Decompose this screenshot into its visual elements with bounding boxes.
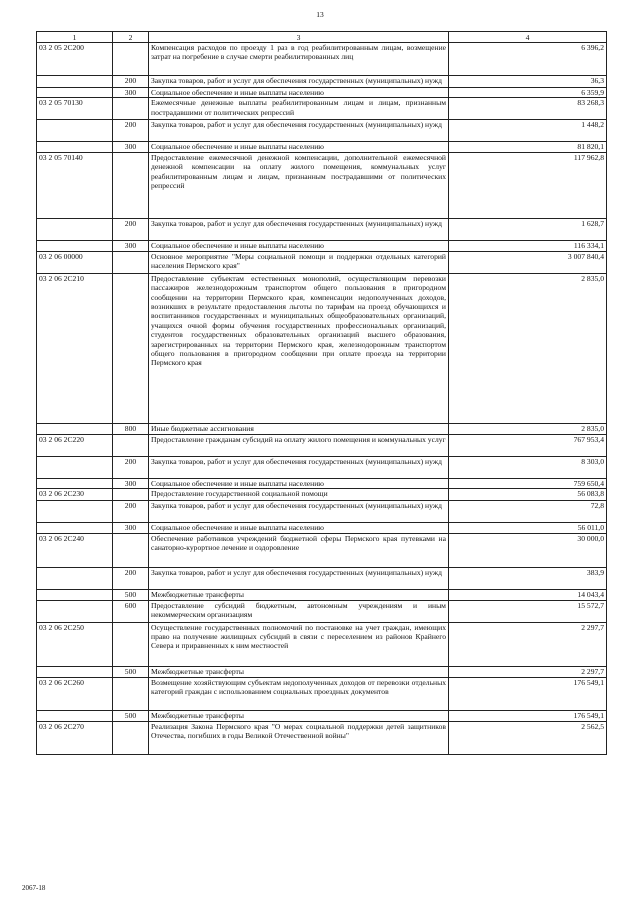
table-row [37, 489, 607, 501]
table-row [37, 478, 607, 488]
row-code: 03 2 06 00000 [37, 251, 113, 273]
row-amount: 2 562,5 [449, 721, 607, 754]
row-description: Ежемесячные денежные выплаты реабилитированным лицам и лицам, признанным пострадавшими от политических репрессий [149, 98, 449, 120]
table-row [37, 567, 607, 589]
row-expense-type: 800 [113, 423, 149, 434]
row-expense-type [113, 251, 149, 273]
table-row [37, 240, 607, 251]
header-row [37, 32, 607, 43]
table-row [37, 88, 607, 98]
column-header-2: 2 [113, 32, 149, 43]
row-description: Социальное обеспечение и иные выплаты населению [149, 478, 449, 488]
row-amount: 2 835,0 [449, 273, 607, 423]
table-row [37, 218, 607, 240]
row-code: 03 2 06 2С260 [37, 677, 113, 710]
row-code [37, 88, 113, 98]
row-description: Компенсация расходов по проезду 1 раз в год реабилитированным лицам, возмещение затрат на погребение в случае смерти реабилитированных лиц [149, 43, 449, 76]
row-amount: 767 953,4 [449, 434, 607, 456]
row-description: Иные бюджетные ассигнования [149, 423, 449, 434]
column-header-3: 3 [149, 32, 449, 43]
row-amount: 36,3 [449, 76, 607, 88]
row-amount: 30 000,0 [449, 533, 607, 567]
row-amount: 6 396,2 [449, 43, 607, 76]
column-header-4: 4 [449, 32, 607, 43]
row-expense-type: 200 [113, 218, 149, 240]
row-description: Предоставление государственной социальной помощи [149, 489, 449, 501]
row-description: Закупка товаров, работ и услуг для обеспечения государственных (муниципальных) нужд [149, 501, 449, 523]
row-amount: 14 043,4 [449, 589, 607, 600]
row-description: Социальное обеспечение и иные выплаты населению [149, 240, 449, 251]
row-description: Обеспечение работников учреждений бюджетной сферы Пермского края путевками на санаторно-курортное лечение и оздоровление [149, 533, 449, 567]
row-description: Предоставление ежемесячной денежной компенсации, дополнительной ежемесячной денежной компенсации на оплату жилого помещения, коммунальных услуг реабилитированным лицам и лицам, признанным пострадавшими от политических репрессий [149, 152, 449, 218]
row-amount: 117 962,8 [449, 152, 607, 218]
row-description: Межбюджетные трансферты [149, 589, 449, 600]
row-description: Социальное обеспечение и иные выплаты населению [149, 523, 449, 533]
row-code [37, 240, 113, 251]
row-expense-type [113, 721, 149, 754]
table-row [37, 501, 607, 523]
table-row [37, 456, 607, 478]
row-expense-type: 200 [113, 567, 149, 589]
row-amount: 383,9 [449, 567, 607, 589]
row-code [37, 142, 113, 152]
row-code [37, 523, 113, 533]
table-header [37, 32, 607, 43]
row-code [37, 501, 113, 523]
table-row [37, 98, 607, 120]
table-row [37, 721, 607, 754]
table-row [37, 523, 607, 533]
table-row [37, 273, 607, 423]
row-expense-type: 200 [113, 501, 149, 523]
row-amount: 8 303,0 [449, 456, 607, 478]
row-expense-type: 500 [113, 666, 149, 677]
row-expense-type [113, 533, 149, 567]
row-expense-type: 200 [113, 120, 149, 142]
row-description: Осуществление государственных полномочий по постановке на учет граждан, имеющих право на получение жилищных субсидий в связи с переселением из районов Крайнего Севера и приравненных к ним местностей [149, 622, 449, 666]
row-code [37, 567, 113, 589]
page-number: 13 [316, 10, 324, 19]
row-expense-type: 300 [113, 142, 149, 152]
row-description: Межбюджетные трансферты [149, 666, 449, 677]
row-description: Предоставление гражданам субсидий на оплату жилого помещения и коммунальных услуг [149, 434, 449, 456]
row-code [37, 456, 113, 478]
table-row [37, 120, 607, 142]
table-row [37, 666, 607, 677]
document-footer-code: 2067-18 [22, 884, 46, 892]
row-amount: 176 549,1 [449, 677, 607, 710]
table-row [37, 423, 607, 434]
row-amount: 2 835,0 [449, 423, 607, 434]
column-header-1: 1 [37, 32, 113, 43]
table-row [37, 600, 607, 622]
row-amount: 176 549,1 [449, 710, 607, 721]
row-expense-type: 600 [113, 600, 149, 622]
row-code [37, 710, 113, 721]
row-expense-type: 300 [113, 88, 149, 98]
row-expense-type [113, 489, 149, 501]
row-amount: 6 359,9 [449, 88, 607, 98]
row-code [37, 600, 113, 622]
row-amount: 72,8 [449, 501, 607, 523]
row-code: 03 2 06 2С240 [37, 533, 113, 567]
row-expense-type: 300 [113, 478, 149, 488]
row-amount: 2 297,7 [449, 622, 607, 666]
row-expense-type [113, 98, 149, 120]
row-amount: 56 083,8 [449, 489, 607, 501]
row-code: 03 2 06 2С270 [37, 721, 113, 754]
row-code [37, 423, 113, 434]
row-expense-type: 200 [113, 456, 149, 478]
table-row [37, 677, 607, 710]
row-description: Основное мероприятие "Меры социальной помощи и поддержки отдельных категорий населения Пермского края" [149, 251, 449, 273]
row-description: Социальное обеспечение и иные выплаты населению [149, 88, 449, 98]
row-code [37, 76, 113, 88]
table-row [37, 251, 607, 273]
row-code: 03 2 05 70130 [37, 98, 113, 120]
row-expense-type: 300 [113, 523, 149, 533]
row-expense-type [113, 677, 149, 710]
row-expense-type [113, 622, 149, 666]
row-code: 03 2 05 70140 [37, 152, 113, 218]
row-amount: 1 628,7 [449, 218, 607, 240]
table-row [37, 589, 607, 600]
row-amount: 759 650,4 [449, 478, 607, 488]
row-expense-type [113, 152, 149, 218]
row-description: Предоставление субсидий бюджетным, автономным учреждениям и иным некоммерческим организациям [149, 600, 449, 622]
row-code: 03 2 06 2С220 [37, 434, 113, 456]
row-description: Закупка товаров, работ и услуг для обеспечения государственных (муниципальных) нужд [149, 218, 449, 240]
row-code [37, 478, 113, 488]
row-amount: 56 011,0 [449, 523, 607, 533]
row-code: 03 2 06 2С250 [37, 622, 113, 666]
row-code: 03 2 05 2С200 [37, 43, 113, 76]
row-expense-type: 200 [113, 76, 149, 88]
row-description: Социальное обеспечение и иные выплаты населению [149, 142, 449, 152]
row-amount: 116 334,1 [449, 240, 607, 251]
row-code [37, 218, 113, 240]
row-amount: 1 448,2 [449, 120, 607, 142]
row-amount: 2 297,7 [449, 666, 607, 677]
row-description: Закупка товаров, работ и услуг для обеспечения государственных (муниципальных) нужд [149, 567, 449, 589]
row-code [37, 589, 113, 600]
table-row [37, 434, 607, 456]
budget-table [36, 31, 607, 755]
row-amount: 81 820,1 [449, 142, 607, 152]
table-body [37, 43, 607, 755]
row-expense-type: 300 [113, 240, 149, 251]
row-code [37, 666, 113, 677]
table-row [37, 152, 607, 218]
table-row [37, 710, 607, 721]
table-row [37, 622, 607, 666]
table-row [37, 43, 607, 76]
row-description: Возмещение хозяйствующим субъектам недополученных доходов от перевозки отдельных категорий граждан с использованием социальных проездных документов [149, 677, 449, 710]
row-description: Реализация Закона Пермского края "О мерах социальной поддержки детей защитников Отечества, погибших в годы Великой Отечественной войны" [149, 721, 449, 754]
row-description: Межбюджетные трансферты [149, 710, 449, 721]
table-row [37, 76, 607, 88]
row-expense-type: 500 [113, 710, 149, 721]
row-description: Закупка товаров, работ и услуг для обеспечения государственных (муниципальных) нужд [149, 456, 449, 478]
table-row [37, 533, 607, 567]
row-expense-type [113, 434, 149, 456]
row-description: Закупка товаров, работ и услуг для обеспечения государственных (муниципальных) нужд [149, 120, 449, 142]
table-row [37, 142, 607, 152]
row-code: 03 2 06 2С210 [37, 273, 113, 423]
row-amount: 3 007 840,4 [449, 251, 607, 273]
row-description: Предоставление субъектам естественных монополий, осуществляющим перевозки пассажиров железнодорожным транспортом общего пользования в пригородном сообщении на территории Пермского края, компенсации недополученных доходов, возникших в результате предоставления льготы по тарифам на проезд обучающихся и воспитанников государственных и муниципальных общеобразовательных организаций, учащихся очной формы обучения государственных профессиональных организаций, студентов государственных образовательных организаций высшего образования, зарегистрированных на территории Пермского края, железнодорожным транспортом общего пользования в пригородном сообщении при оплате проезда на территории Пермского края [149, 273, 449, 423]
row-expense-type [113, 43, 149, 76]
row-amount: 83 268,3 [449, 98, 607, 120]
row-description: Закупка товаров, работ и услуг для обеспечения государственных (муниципальных) нужд [149, 76, 449, 88]
row-amount: 15 572,7 [449, 600, 607, 622]
row-expense-type: 500 [113, 589, 149, 600]
row-expense-type [113, 273, 149, 423]
row-code: 03 2 06 2С230 [37, 489, 113, 501]
row-code [37, 120, 113, 142]
